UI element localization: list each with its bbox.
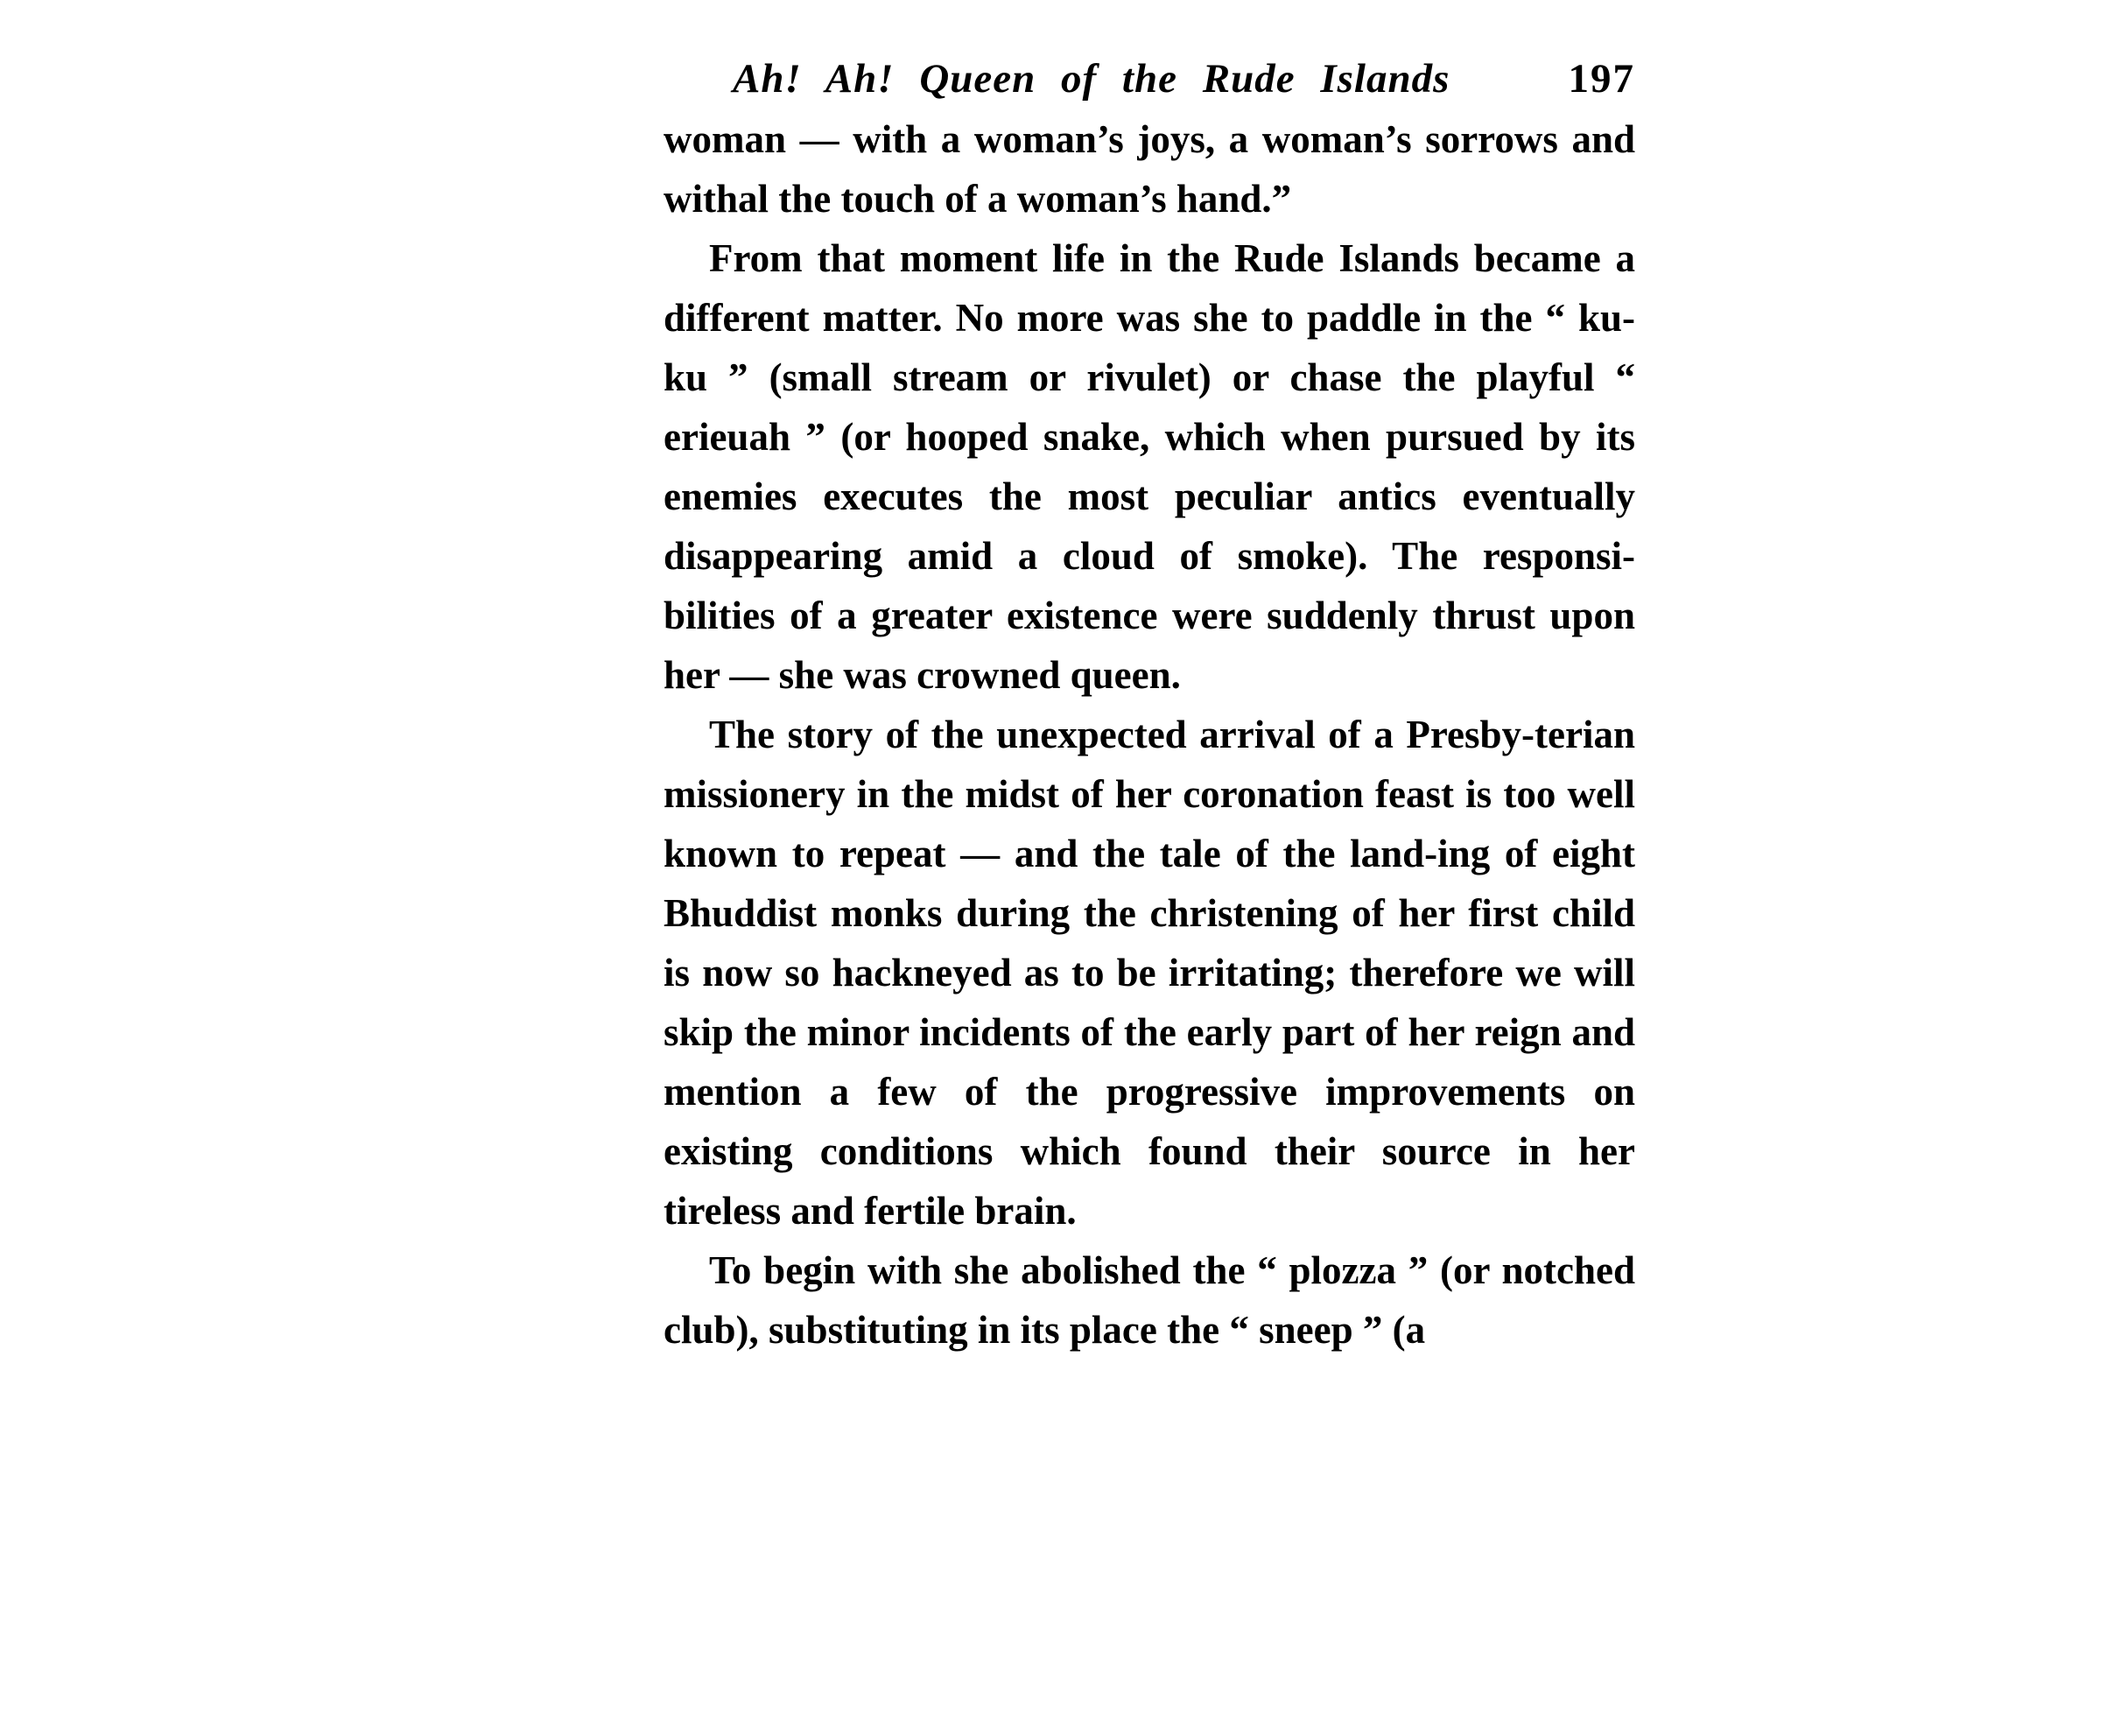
paragraph-1: woman — with a woman’s joys, a woman’s sorrows and withal the touch of a woman’s hand.”: [664, 117, 1635, 221]
running-title: Ah! Ah! Queen of the Rude Islands: [733, 56, 1450, 102]
page-number: 197: [1568, 56, 1635, 102]
running-head: [664, 48, 1635, 109]
text-column: [664, 48, 1635, 1360]
paragraph-3: The story of the unexpected arrival of a Presby-terian missionery in the midst of her coronation feast is too well known to repeat — and the tale of the land-ing of eight Bhuddist monks during the christening of her first child is now so hackneyed as to be irritating; therefore we will skip the minor incidents of the early part of her reign and mention a few of the progressive improvements on existing conditions which found their source in her tireless and fertile brain.: [664, 713, 1635, 1233]
paragraph-2: From that moment life in the Rude Islands became a different matter. No more was she to paddle in the “ ku-ku ” (small stream or rivulet) or chase the playful “ erieuah ” (or hooped snake, which when pursued by its enemies executes the most peculiar antics eventually disappearing amid a cloud of smoke). The responsi-bilities of a greater existence were suddenly thrust upon her — she was crowned queen.: [664, 236, 1635, 697]
paragraph-4: To begin with she abolished the “ plozza ” (or notched club), substituting in its place the “ sneep ” (a: [664, 1248, 1635, 1352]
